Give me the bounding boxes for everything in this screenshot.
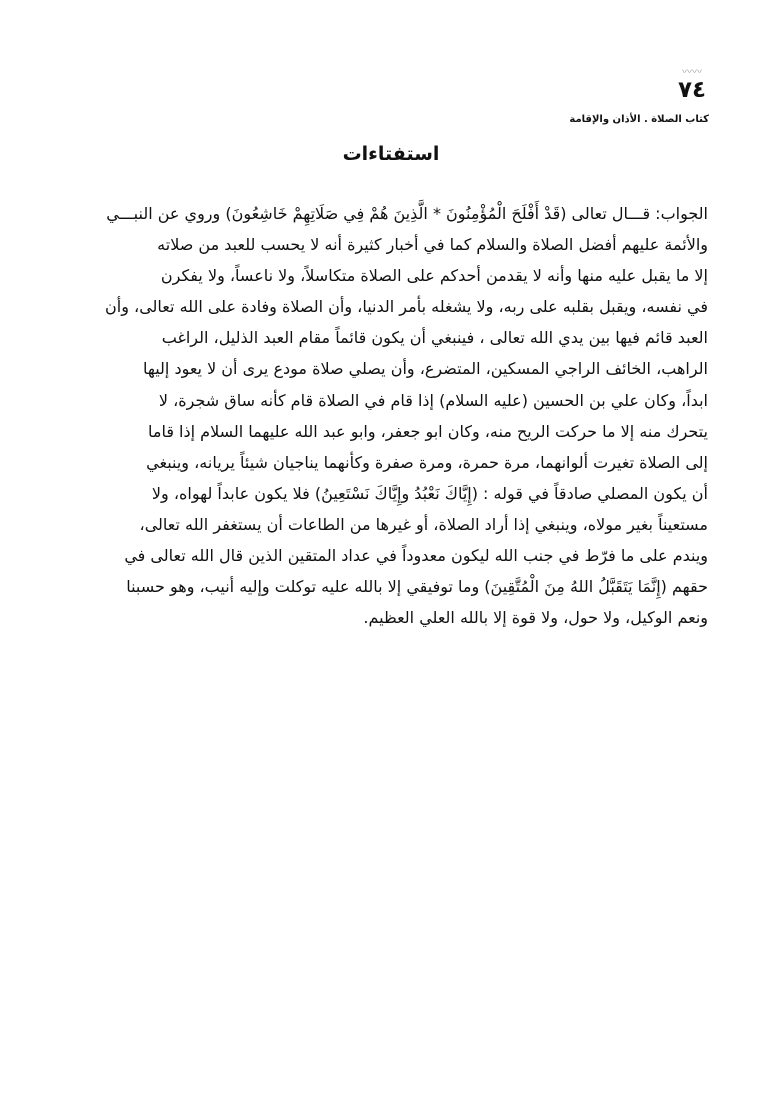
section-title: استفتاءات: [342, 143, 440, 165]
page-number-ornament: 〰〰: [682, 67, 702, 78]
body-line-8: يتحرك منه إلا ما حركت الريح منه، وكان ابو جعفر، وابو عبد الله عليهما السلام إذا قاما: [148, 421, 708, 441]
body-line-4: في نفسه، ويقبل بقلبه على ربه، ولا يشغله بأمر الدنيا، وأن الصلاة وفادة على الله تعالى، وأن: [105, 297, 708, 317]
body-line-2: والأئمة عليهم أفضل الصلاة والسلام كما في أخبار كثيرة أنه لا يحسب للعبد من صلاته: [157, 235, 708, 255]
body-line-9: إلى الصلاة تغيرت ألوانهما، مرة حمرة، ومرة صفرة وكأنهما يناجيان شيئاً يريانه، وينبغي: [146, 452, 708, 472]
page-number-block: [674, 67, 710, 104]
body-line-13: حقهم (إِنَّمَا يَتَقَبَّلُ اللهُ مِنَ الْمُتَّقِينَ) وما توفيقي إلا بالله عليه توكلت وإليه أنيب، وهو حسبنا: [126, 577, 708, 597]
page-number: ٧٤: [677, 77, 707, 103]
body-line-5: العبد قائم فيها بين يدي الله تعالى ، فينبغي أن يكون قائماً مقام العبد الذليل، الراغب: [161, 328, 708, 348]
answer-paragraph: [72, 198, 708, 633]
body-line-10: أن يكون المصلي صادقاً في قوله : (إِيَّاكَ نَعْبُدُ وإِيَّاكَ نَسْتَعِينُ) فلا يكون عابداً لهواه، ولا: [151, 483, 708, 503]
body-line-12: ويندم على ما فرّط في جنب الله ليكون معدوداً في عداد المتقين الذين قال الله تعالى في: [124, 546, 708, 566]
body-line-14: ونعم الوكيل، ولا حول، ولا قوة إلا بالله العلي العظيم.: [363, 608, 708, 628]
body-line-1: الجواب: قـــال تعالى (قَدْ أَفْلَحَ الْمُؤْمِنُونَ * الَّذِينَ هُمْ فِي صَلَاتِهِمْ خَاشِعُونَ) وروي عن النبـــي: [106, 204, 708, 223]
body-line-11: مستعيناً بغير مولاه، وينبغي إذا أراد الصلاة، أو غيرها من الطاعات أن يستغفر الله تعالى،: [139, 514, 708, 534]
body-line-3: إلا ما يقبل عليه منها وأنه لا يقدمن أحدكم على الصلاة متكاسلاً، ولا ناعساً، ولا يفكرن: [160, 266, 708, 286]
body-line-6: الراهب، الخائف الراجي المسكين، المتضرع، وأن يصلي صلاة مودع يرى أن لا يعود إليها: [142, 359, 708, 379]
running-header: كتاب الصلاة . الأذان والإقامة: [569, 114, 709, 125]
body-line-7: ابداً، وكان علي بن الحسين (عليه السلام) إذا قام في الصلاة قام كأنه ساق شجرة، لا: [158, 390, 708, 410]
